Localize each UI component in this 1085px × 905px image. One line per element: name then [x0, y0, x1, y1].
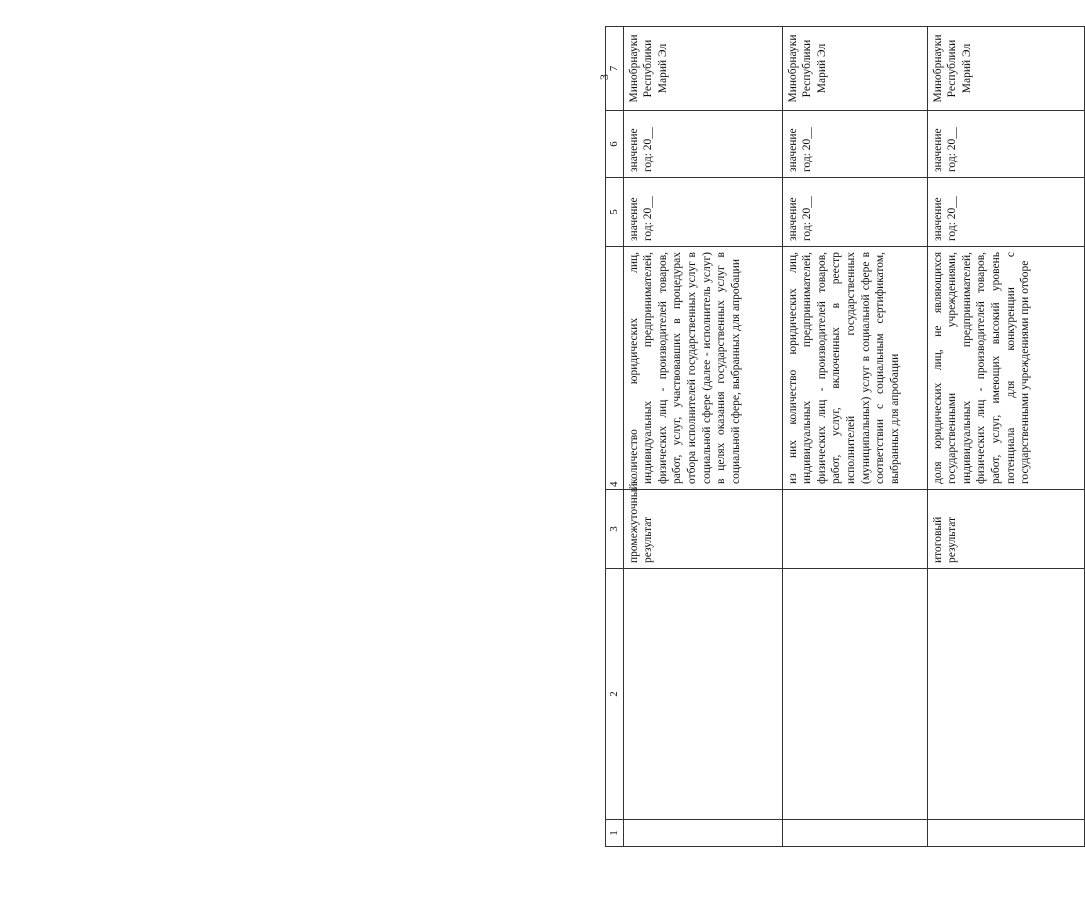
row3-indicator: доля юридических лиц, не являющихся государственными учреждениями, индивидуальных предпринимателей, физических лиц - производителей товаров, работ, услуг, имеющих высокий уровень потенциала для конкуренции с государственными учреждениями при отборе	[927, 247, 1084, 490]
header-col-7: 7	[606, 27, 624, 111]
header-col-6: 6	[606, 111, 624, 178]
header-col-3: 3	[606, 490, 624, 569]
row2-responsible: Минобрнауки Республики Марий Эл	[782, 27, 927, 111]
table-row	[623, 27, 782, 847]
row1-indicator: количество юридических лиц, индивидуальных предпринимателей, физических лиц - производителей товаров, работ, услуг, участвовавших в процедурах отбора исполнителей государственных услуг в социальной сфере (далее - исполнитель услуг) в целях оказания государственных услуг в социальной сфере, выбранных для апробации	[623, 247, 782, 490]
table-row	[927, 27, 1084, 847]
row2-target-value: значение год: 20__	[782, 111, 927, 178]
rotated-table-sheet	[605, 34, 1085, 847]
row1-base-value: значение год: 20__	[623, 178, 782, 247]
row2-indicator: из них количество юридических лиц, индивидуальных предпринимателей, физических лиц - производителей товаров, работ, услуг, включенных в реестр исполнителей государственных (муниципальных) услуг в социальной сфере в соответствии с социальным сертификатом, выбранных для апробации	[782, 247, 927, 490]
row3-responsible: Минобрнауки Республики Марий Эл	[927, 27, 1084, 111]
row3-target-value: значение год: 20__	[927, 111, 1084, 178]
row2-col2	[782, 569, 927, 820]
row1-result-type: промежуточный результат	[623, 490, 782, 569]
header-col-5: 5	[606, 178, 624, 247]
header-col-1: 1	[606, 820, 624, 847]
row3-col2	[927, 569, 1084, 820]
table-header-row	[606, 27, 624, 847]
row3-base-value: значение год: 20__	[927, 178, 1084, 247]
row1-col1	[623, 820, 782, 847]
page-number: 3	[597, 74, 611, 80]
row3-result-type: итоговый результат	[927, 490, 1084, 569]
row2-base-value: значение год: 20__	[782, 178, 927, 247]
row2-result-type	[782, 490, 927, 569]
header-col-2: 2	[606, 569, 624, 820]
row3-col1	[927, 820, 1084, 847]
document-table	[605, 26, 1085, 847]
row2-col1	[782, 820, 927, 847]
table-row	[782, 27, 927, 847]
row1-responsible: Минобрнауки Республики Марий Эл	[623, 27, 782, 111]
row1-col2	[623, 569, 782, 820]
row1-target-value: значение год: 20__	[623, 111, 782, 178]
header-col-4: 4	[606, 247, 624, 490]
